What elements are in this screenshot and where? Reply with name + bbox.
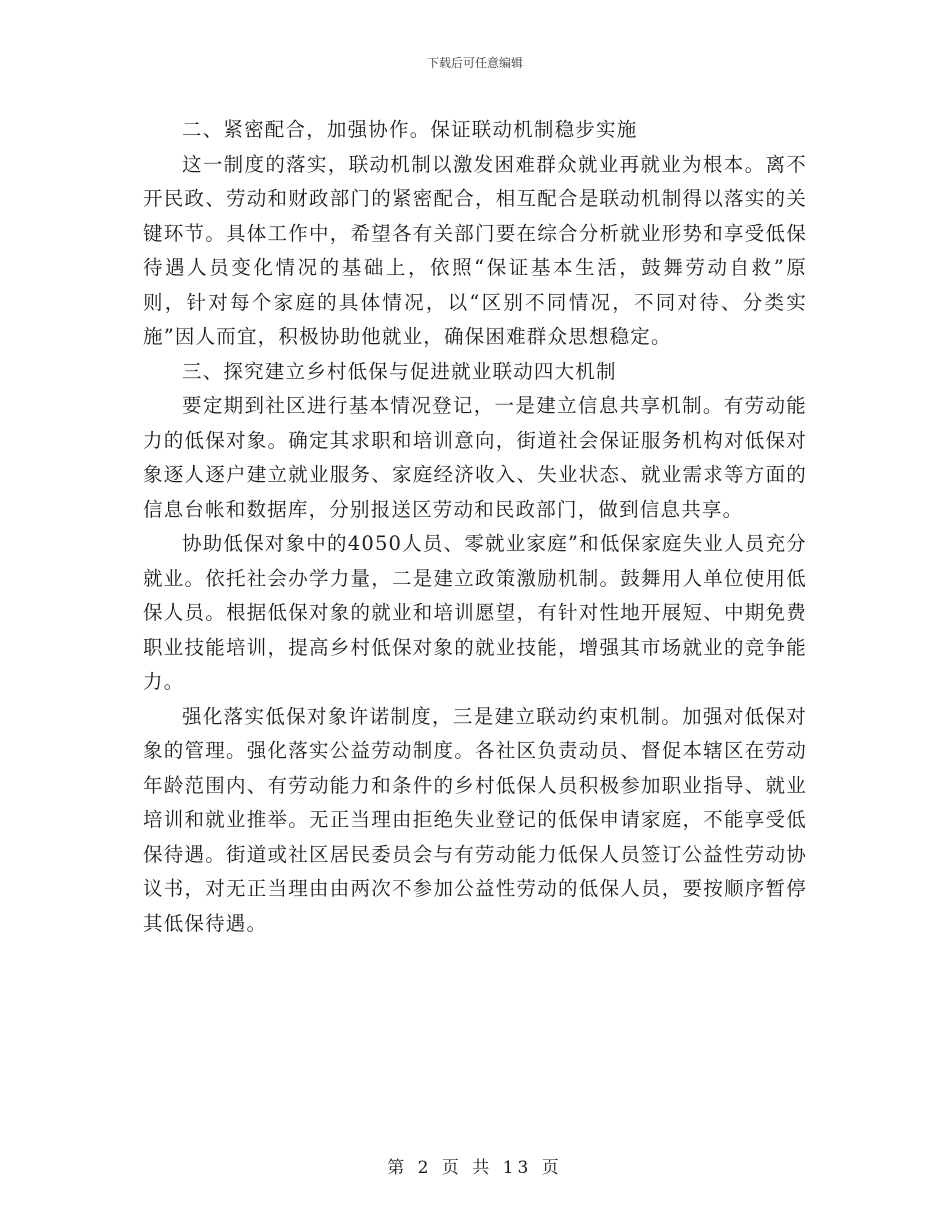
section-heading-3: 三、探究建立乡村低保与促进就业联动四大机制 (182, 359, 617, 383)
page-header: 下载后可任意编辑 (426, 56, 523, 70)
page-number-footer: 第 2 页 共 13 页 (387, 1158, 563, 1178)
section-heading-2: 二、紧密配合，加强协作。保证联动机制稳步实施 (182, 118, 638, 141)
paragraph-3: 协助低保对象中的4050人员、零就业家庭”和低保家庭失业人员充分就业。依托社会办学力量，二是建立政策激励机制。鼓舞用人单位使用低保人员。根据低保对象的就业和培训愿望，有针对性地开展短、中期免费职业技能培训，提高乡村低保对象的就业技能，增强其市场就业的竞争能力。 (143, 532, 807, 693)
paragraph-1: 这一制度的落实，联动机制以激发困难群众就业再就业为根本。离不开民政、劳动和财政部门的紧密配合，相互配合是联动机制得以落实的关键环节。具体工作中，希望各有关部门要在综合分析就业形势和享受低保待遇人员变化情况的基础上，依照“保证基本生活，鼓舞劳动自救”原则，针对每个家庭的具体情况，以“区别不同情况，不同对待、分类实施”因人而宜，积极协助他就业，确保困难群众思想稳定。 (143, 152, 807, 348)
document-body (143, 113, 807, 941)
paragraph-4: 强化落实低保对象许诺制度，三是建立联动约束机制。加强对低保对象的管理。强化落实公益劳动制度。各社区负责动员、督促本辖区在劳动年龄范围内、有劳动能力和条件的乡村低保人员积极参加职业指导、就业培训和就业推举。无正当理由拒绝失业登记的低保申请家庭，不能享受低保待遇。街道或社区居民委员会与有劳动能力低保人员签订公益性劳动协议书，对无正当理由由两次不参加公益性劳动的低保人员，要按顺序暂停其低保待遇。 (143, 704, 807, 935)
paragraph-2: 要定期到社区进行基本情况登记，一是建立信息共享机制。有劳动能力的低保对象。确定其求职和培训意向，街道社会保证服务机构对低保对象逐人逐户建立就业服务、家庭经济收入、失业状态、就业需求等方面的信息台帐和数据库，分别报送区劳动和民政部门，做到信息共享。 (143, 394, 807, 521)
